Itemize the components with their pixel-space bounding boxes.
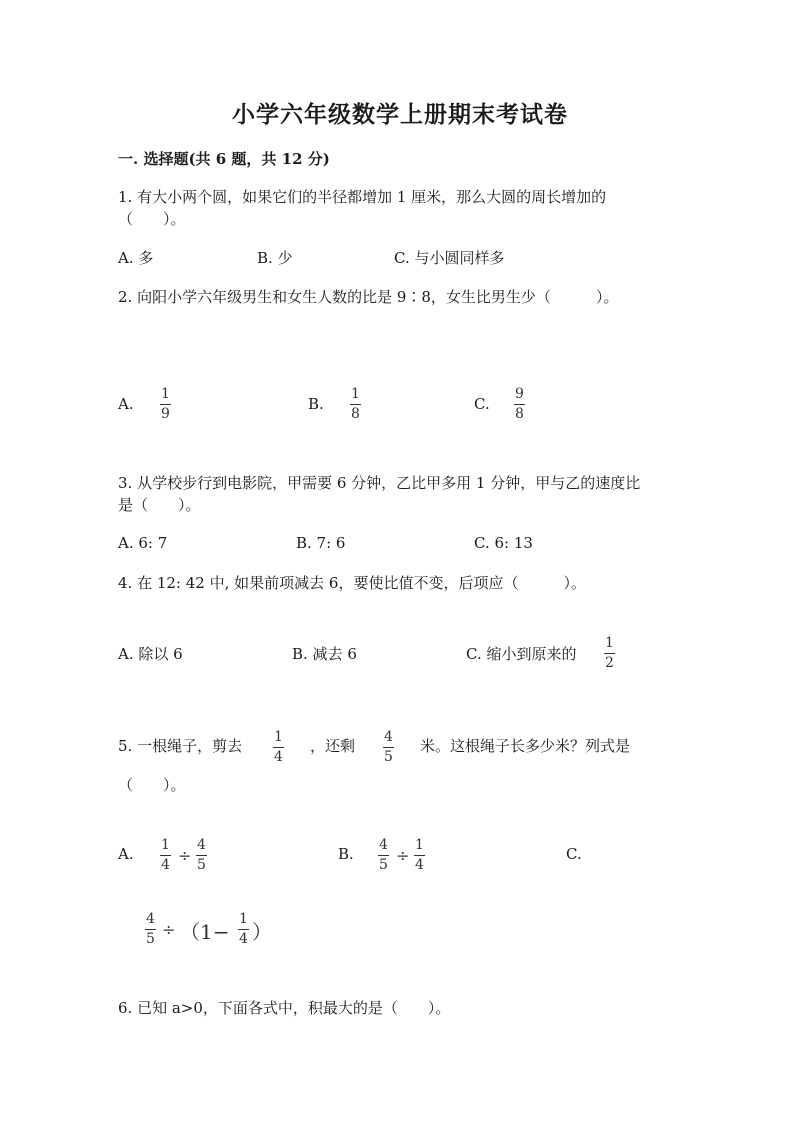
- fraction-bar: [514, 404, 525, 405]
- q5-cut-fraction: [273, 730, 284, 765]
- q5-option-c: C.: [566, 845, 582, 863]
- question-5-text-part2: ，还剩: [310, 737, 356, 755]
- denominator: 5: [197, 857, 206, 873]
- fraction-bar: [273, 747, 284, 748]
- numerator: 4: [146, 911, 155, 927]
- denominator: 4: [239, 931, 248, 947]
- denominator: 5: [146, 931, 155, 947]
- q2-option-b-fraction: [350, 387, 361, 422]
- q2-option-c-fraction: [514, 387, 525, 422]
- q2-option-c: C.: [474, 395, 490, 413]
- q3-option-c: C. 6: 13: [474, 534, 533, 552]
- q2-option-b: B.: [308, 395, 324, 413]
- question-1-blank: （ ）。: [118, 210, 186, 228]
- fraction-bar: [378, 855, 389, 856]
- denominator: 5: [384, 749, 393, 765]
- q5-c-fraction-2: [238, 912, 249, 947]
- divide-sign: ÷: [162, 920, 176, 939]
- numerator: 4: [379, 837, 388, 853]
- denominator: 8: [515, 406, 524, 422]
- divide-sign: ÷: [396, 846, 410, 865]
- numerator: 1: [161, 386, 170, 402]
- denominator: 2: [605, 655, 614, 671]
- q3-option-a: A. 6: 7: [118, 534, 168, 552]
- numerator: 1: [239, 911, 248, 927]
- q4-option-c-fraction: [604, 636, 615, 671]
- denominator: 9: [161, 406, 170, 422]
- fraction-bar: [238, 929, 249, 930]
- question-4-text: 4. 在 12: 42 中, 如果前项减去 6，要使比值不变，后项应（ ）。: [118, 574, 586, 592]
- page-title: 小学六年级数学上册期末考试卷: [232, 101, 568, 128]
- numerator: 1: [351, 386, 360, 402]
- q1-option-c: C. 与小圆同样多: [394, 249, 505, 267]
- denominator: 4: [161, 857, 170, 873]
- q1-option-b: B. 少: [257, 249, 293, 267]
- q5-c-fraction-1: [145, 912, 156, 947]
- denominator: 8: [351, 406, 360, 422]
- fraction-bar: [350, 404, 361, 405]
- numerator: 9: [515, 386, 524, 402]
- q5-option-b: B.: [338, 845, 354, 863]
- numerator: 1: [415, 837, 424, 853]
- question-5-text-part1: 5. 一根绳子，剪去: [118, 737, 243, 755]
- q4-option-a: A. 除以 6: [118, 645, 183, 663]
- question-5-text-part3: 米。这根绳子长多少米？列式是: [420, 737, 631, 755]
- section-heading: 一. 选择题(共 6 题，共 12 分): [118, 150, 330, 168]
- q5-remain-fraction: [383, 730, 394, 765]
- denominator: 4: [274, 749, 283, 765]
- fraction-bar: [145, 929, 156, 930]
- fraction-bar: [160, 855, 171, 856]
- denominator: 4: [415, 857, 424, 873]
- q5-option-a: A.: [118, 845, 134, 863]
- q3-option-b: B. 7: 6: [296, 534, 346, 552]
- numerator: 1: [274, 729, 283, 745]
- q5-a-fraction-1: [160, 838, 171, 873]
- fraction-bar: [604, 653, 615, 654]
- divide-sign: ÷: [178, 846, 192, 865]
- q5-c-close-paren: ）: [252, 920, 272, 944]
- q1-option-a: A. 多: [118, 249, 154, 267]
- numerator: 4: [384, 729, 393, 745]
- numerator: 1: [161, 837, 170, 853]
- question-2-text: 2. 向阳小学六年级男生和女生人数的比是 9∶8，女生比男生少（ ）。: [118, 288, 619, 306]
- denominator: 5: [379, 857, 388, 873]
- question-1-text: 1. 有大小两个圆，如果它们的半径都增加 1 厘米，那么大圆的周长增加的: [118, 188, 607, 206]
- q4-option-c: C. 缩小到原来的: [466, 645, 577, 663]
- fraction-bar: [383, 747, 394, 748]
- question-5-blank: （ ）。: [118, 776, 186, 794]
- q5-c-open-paren: （1−: [180, 920, 230, 944]
- numerator: 4: [197, 837, 206, 853]
- q5-a-fraction-2: [196, 838, 207, 873]
- q4-option-b: B. 减去 6: [292, 645, 357, 663]
- question-3-blank: 是（ ）。: [118, 496, 201, 514]
- question-6-text: 6. 已知 a>0，下面各式中，积最大的是（ ）。: [118, 999, 451, 1017]
- fraction-bar: [414, 855, 425, 856]
- numerator: 1: [605, 635, 614, 651]
- q2-option-a-fraction: [160, 387, 171, 422]
- fraction-bar: [160, 404, 171, 405]
- q5-b-fraction-2: [414, 838, 425, 873]
- question-3-text: 3. 从学校步行到电影院，甲需要 6 分钟，乙比甲多用 1 分钟，甲与乙的速度比: [118, 474, 641, 492]
- q2-option-a: A.: [118, 395, 134, 413]
- fraction-bar: [196, 855, 207, 856]
- q5-b-fraction-1: [378, 838, 389, 873]
